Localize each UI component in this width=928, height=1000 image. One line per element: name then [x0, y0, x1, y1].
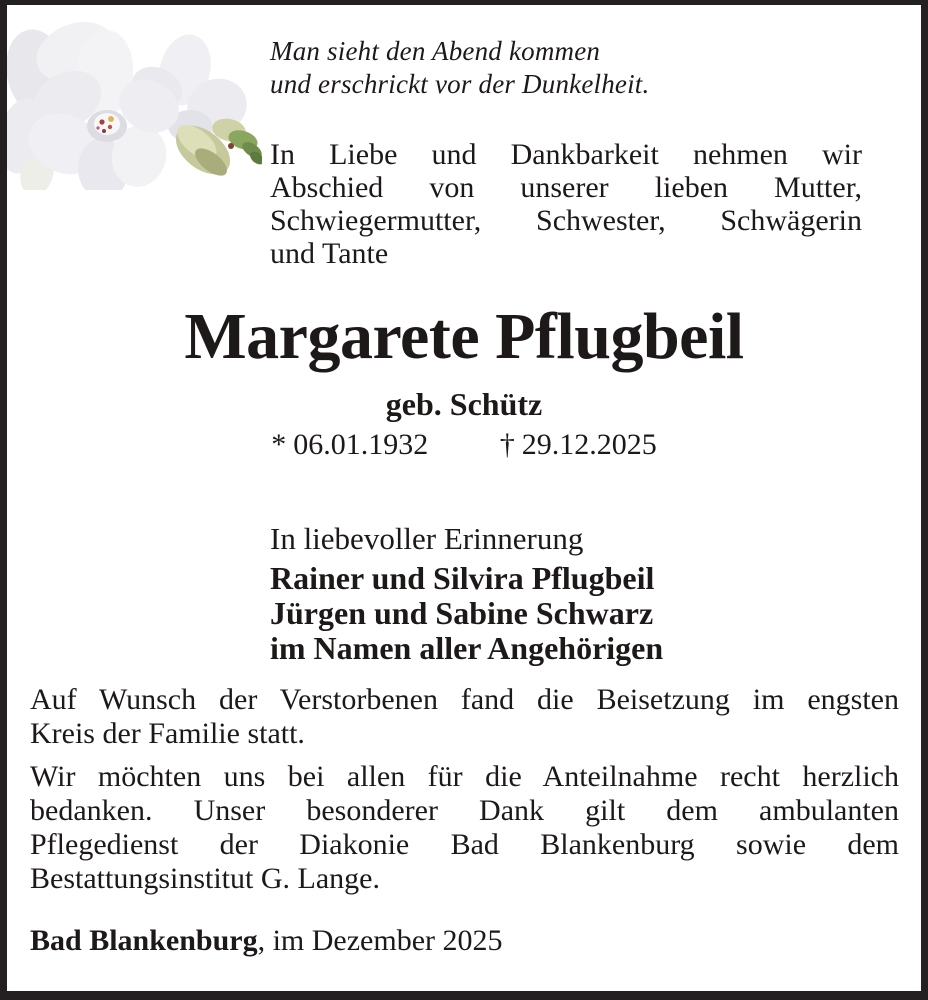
mourners-list [270, 561, 663, 666]
birth-date-value: 06.01.1932 [293, 428, 429, 461]
burial-note-line-1: Auf Wunsch der Verstorbenen fand die Beisetzung im engsten [30, 683, 899, 716]
epigraph-line-1: Man sieht den Abend kommen [270, 36, 601, 66]
thanks-note-line-2: bedanken. Unser besonderer Dank gilt dem ambulanten [30, 794, 899, 827]
birth-date [271, 428, 428, 461]
thanks-note-line-1: Wir möchten uns bei allen für die Anteilnahme recht herzlich [30, 760, 899, 793]
thanks-note-line-3: Pflegedienst der Diakonie Bad Blankenburg sowie dem [30, 828, 899, 861]
place: Bad Blankenburg [30, 924, 258, 957]
date-suffix: , im Dezember 2025 [257, 924, 503, 957]
mourner-line-3: im Namen aller Angehörigen [270, 630, 664, 666]
place-date-line [30, 924, 503, 958]
death-cross-icon: † [499, 428, 515, 461]
death-date [500, 428, 657, 461]
mourner-line-2: Jürgen und Sabine Schwarz [270, 595, 654, 631]
intro-line-4: und Tante [270, 237, 389, 270]
intro-line-1: In Liebe und Dankbarkeit nehmen wir [270, 138, 862, 171]
thanks-note-line-4: Bestattungsinstitut G. Lange. [30, 862, 380, 895]
remembrance-heading: In liebevoller Erinnerung [270, 521, 584, 556]
burial-note [30, 683, 899, 751]
epigraph-line-2: und erschrickt vor der Dunkelheit. [270, 69, 650, 99]
intro-line-2: Abschied von unserer lieben Mutter, [270, 171, 862, 204]
remembrance-block [270, 521, 663, 666]
epigraph [270, 35, 649, 101]
burial-note-line-2: Kreis der Familie statt. [30, 717, 305, 750]
orchid-photo [7, 18, 262, 190]
deceased-name: Margarete Pflugbeil [184, 300, 744, 373]
birth-star-icon: * [271, 428, 287, 461]
death-date-value: 29.12.2025 [521, 428, 657, 461]
intro-line-3: Schwiegermutter, Schwester, Schwägerin [270, 204, 862, 237]
notes-block [30, 683, 899, 896]
intro-paragraph [270, 138, 862, 270]
maiden-name: geb. Schütz [385, 386, 543, 422]
life-dates [7, 428, 921, 462]
mourner-line-1: Rainer und Silvira Pflugbeil [270, 560, 655, 596]
thanks-note [30, 760, 899, 896]
